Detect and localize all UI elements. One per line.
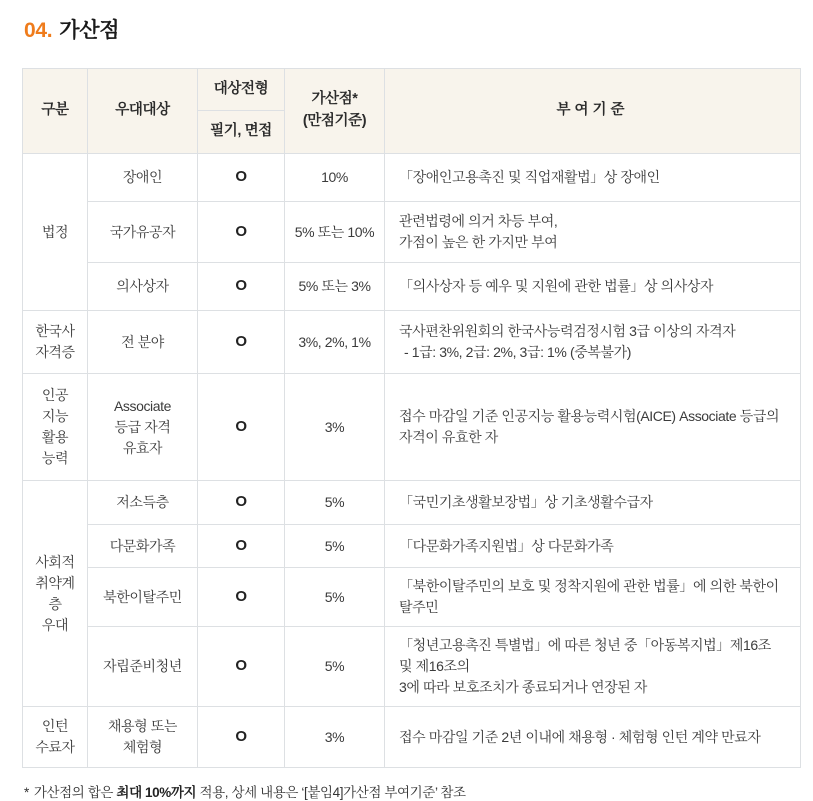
points-cell: 5%: [285, 627, 385, 707]
criteria-line: 「청년고용촉진 특별법」에 따른 청년 중「아동복지법」제16조 및 제16조의: [399, 637, 771, 674]
header-points-line1: 가산점*: [311, 91, 358, 108]
page-title: [24, 14, 800, 44]
bonus-points-table: [22, 68, 801, 768]
group-label: 자격증: [35, 344, 75, 360]
group-label: 능력: [41, 450, 69, 466]
group-cell-ai-skill: [23, 374, 88, 481]
points-cell: 5%: [285, 481, 385, 525]
table-row: [23, 263, 801, 311]
table-row: [23, 374, 801, 481]
points-cell: 3%: [285, 374, 385, 481]
points-cell: 5% 또는 10%: [285, 202, 385, 263]
target-cell: [88, 374, 198, 481]
target-label: 유효자: [122, 439, 163, 456]
points-cell: 5%: [285, 525, 385, 568]
group-cell-korean-history: [23, 311, 88, 374]
group-label: 우대: [41, 616, 69, 633]
footnote-marker: *: [24, 785, 29, 800]
group-label: 법정: [41, 223, 69, 240]
header-screening-type: 대상전형: [198, 69, 285, 111]
footnote: [24, 781, 800, 801]
criteria-cell: [385, 707, 801, 768]
criteria-cell: [385, 568, 801, 627]
criteria-line: 접수 마감일 기준 2년 이내에 채용형 · 체험형 인턴 계약 만료자: [399, 728, 761, 745]
target-label: 국가유공자: [109, 223, 176, 240]
footnote-bold: 최대 10%까지: [116, 785, 197, 800]
group-label: 수료자: [35, 739, 75, 755]
screening-mark: O: [198, 525, 285, 568]
criteria-line: 관련법령에 의거 차등 부여,: [399, 213, 558, 229]
criteria-cell: [385, 154, 801, 202]
table-row: [23, 568, 801, 627]
criteria-cell: [385, 525, 801, 568]
header-target: 우대대상: [88, 69, 198, 154]
target-label: 다문화가족: [109, 537, 176, 554]
table-row: [23, 525, 801, 568]
target-label: 등급 자격: [114, 418, 171, 435]
group-label: 취약계층: [35, 574, 75, 612]
criteria-line: 「다문화가족지원법」상 다문화가족: [399, 537, 614, 554]
table-row: [23, 311, 801, 374]
header-criteria: 부여기준: [385, 69, 801, 154]
group-label: 인턴: [41, 718, 69, 734]
group-label: 지능: [41, 408, 69, 424]
header-screening-detail: 필기, 면접: [198, 111, 285, 154]
points-cell: 3%: [285, 707, 385, 768]
title-text: 가산점: [59, 19, 120, 42]
criteria-cell: [385, 202, 801, 263]
target-cell: [88, 481, 198, 525]
header-category: 구분: [23, 69, 88, 154]
points-cell: 5% 또는 3%: [285, 263, 385, 311]
table-row: [23, 154, 801, 202]
points-cell: 5%: [285, 568, 385, 627]
group-cell-intern: [23, 707, 88, 768]
criteria-line: - 1급: 3%, 2급: 2%, 3급: 1% (중복불가): [404, 344, 631, 360]
group-cell-legal: [23, 154, 88, 311]
criteria-line: 국사편찬위원회의 한국사능력검정시험 3급 이상의 자격자: [399, 323, 736, 339]
points-cell: 3%, 2%, 1%: [285, 311, 385, 374]
screening-mark: O: [198, 154, 285, 202]
screening-mark: O: [198, 374, 285, 481]
target-label: 저소득층: [116, 494, 169, 510]
criteria-line: 가점이 높은 한 가지만 부여: [399, 234, 558, 250]
group-label: 활용: [41, 429, 69, 445]
target-cell: [88, 568, 198, 627]
criteria-line: 「의사상자 등 예우 및 지원에 관한 법률」상 의사상자: [399, 278, 714, 294]
criteria-cell: [385, 627, 801, 707]
criteria-line: 3에 따라 보호조치가 종료되거나 연장된 자: [399, 679, 647, 695]
target-cell: [88, 627, 198, 707]
table-row: [23, 707, 801, 768]
target-label: 자립준비청년: [103, 658, 182, 674]
target-cell: [88, 154, 198, 202]
group-label: 한국사: [35, 323, 75, 339]
criteria-cell: [385, 311, 801, 374]
criteria-line: 접수 마감일 기준 인공지능 활용능력시험(AICE) Associate 등급의: [399, 408, 780, 424]
screening-mark: O: [198, 263, 285, 311]
title-number: 04.: [24, 19, 53, 42]
screening-mark: O: [198, 627, 285, 707]
header-points: [285, 69, 385, 154]
target-label: Associate: [113, 397, 172, 414]
screening-mark: O: [198, 568, 285, 627]
group-label: 인공: [41, 387, 69, 403]
screening-mark: O: [198, 311, 285, 374]
target-cell: [88, 202, 198, 263]
group-label: 사회적: [35, 553, 75, 570]
target-label: 채용형 또는: [107, 718, 178, 734]
target-cell: [88, 707, 198, 768]
criteria-line: 「장애인고용촉진 및 직업재활법」상 장애인: [399, 169, 660, 185]
target-label: 전 분야: [121, 333, 164, 350]
target-label: 의사상자: [116, 278, 169, 294]
criteria-cell: [385, 263, 801, 311]
header-points-line2: (만점기준): [302, 113, 367, 129]
criteria-line: 「국민기초생활보장법」상 기초생활수급자: [399, 494, 653, 510]
target-label: 체험형: [122, 739, 163, 755]
table-row: [23, 627, 801, 707]
points-cell: 10%: [285, 154, 385, 202]
screening-mark: O: [198, 481, 285, 525]
table-row: [23, 481, 801, 525]
screening-mark: O: [198, 202, 285, 263]
screening-mark: O: [198, 707, 285, 768]
target-cell: [88, 263, 198, 311]
criteria-line: 자격이 유효한 자: [399, 429, 498, 445]
group-cell-social: [23, 481, 88, 707]
criteria-cell: [385, 374, 801, 481]
footnote-prefix: 가산점의 합은: [33, 785, 117, 800]
target-cell: [88, 311, 198, 374]
criteria-cell: [385, 481, 801, 525]
table-row: [23, 202, 801, 263]
target-cell: [88, 525, 198, 568]
criteria-line: 「북한이탈주민의 보호 및 정착지원에 관한 법률」에 의한 북한이탈주민: [399, 578, 779, 615]
footnote-suffix: 적용, 상세 내용은 ‘[붙임4]가산점 부여기준’ 참조: [196, 785, 466, 800]
target-label: 장애인: [122, 169, 163, 185]
target-label: 북한이탈주민: [103, 588, 182, 605]
